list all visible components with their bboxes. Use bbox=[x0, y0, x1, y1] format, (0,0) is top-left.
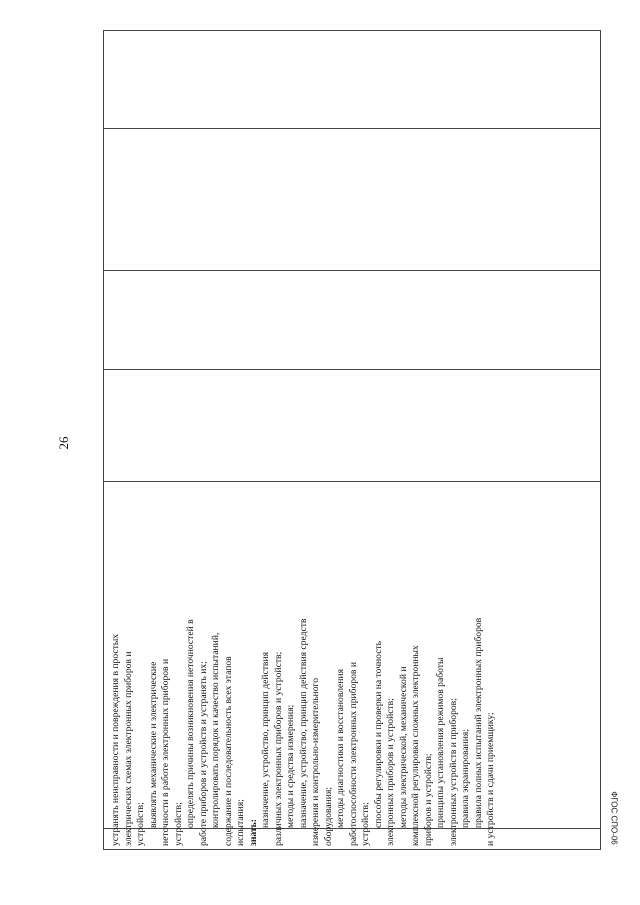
text-line: электрических схемах электронных приборов и bbox=[122, 651, 134, 846]
text-line: методы и средства измерения; bbox=[285, 704, 296, 828]
text-line: назначение, устройство, принцип действия bbox=[260, 652, 271, 828]
text-line: устройств; bbox=[135, 802, 146, 846]
text-line: и устройств и сдачи приемщику; bbox=[485, 712, 496, 846]
text-line: испытания; bbox=[235, 799, 246, 846]
text-line: работоспособности электронных приборов и bbox=[347, 662, 359, 846]
text-line: выявлять механические и электрические bbox=[147, 661, 159, 828]
section-heading: знать: bbox=[247, 819, 259, 846]
text-line: способы регулировки и проверки на точность bbox=[372, 640, 384, 828]
text-line: работе приборов и устройств и устранять их; bbox=[197, 661, 209, 846]
table-cell-competencies bbox=[106, 4, 598, 852]
text-line: различных электронных приборов и устройств; bbox=[272, 651, 284, 846]
text-line: назначение, устройство, принцип действия средств bbox=[297, 618, 309, 828]
text-line: измерения и контрольно-измерительного bbox=[310, 677, 321, 846]
text-line: приборов и устройств; bbox=[422, 753, 434, 846]
text-line: содержание и последовательность всех этапов bbox=[222, 656, 234, 846]
text-line: принципы установления режимов работы bbox=[435, 657, 446, 828]
text-line: определять причины возникновения неточностей в bbox=[185, 619, 196, 828]
text-line: правила полных испытаний электронных приборов bbox=[472, 617, 484, 828]
text-line: оборудования; bbox=[322, 786, 334, 846]
text-line: правила экранирования; bbox=[460, 728, 471, 828]
text-line: электронных приборов и устройств; bbox=[385, 698, 396, 846]
text-line: электронных устройств и приборов; bbox=[447, 698, 459, 846]
text-line: неточности в работе электронных приборов и bbox=[160, 658, 171, 846]
text-line: методы электрической, механической и bbox=[397, 666, 409, 828]
text-line: устройств; bbox=[172, 802, 184, 846]
text-line: комплексной регулировки сложных электронных bbox=[410, 645, 421, 846]
text-line: устройств; bbox=[360, 802, 371, 846]
footer-code-text: ФГОС СПО-06 bbox=[609, 791, 619, 845]
text-line: методы диагностики и восстановления bbox=[335, 669, 346, 828]
page-number-text: 26 bbox=[56, 436, 71, 450]
text-line: устранять неисправности и повреждения в простых bbox=[110, 633, 121, 846]
text-line: контролировать порядок и качество испытаний, bbox=[210, 632, 221, 828]
